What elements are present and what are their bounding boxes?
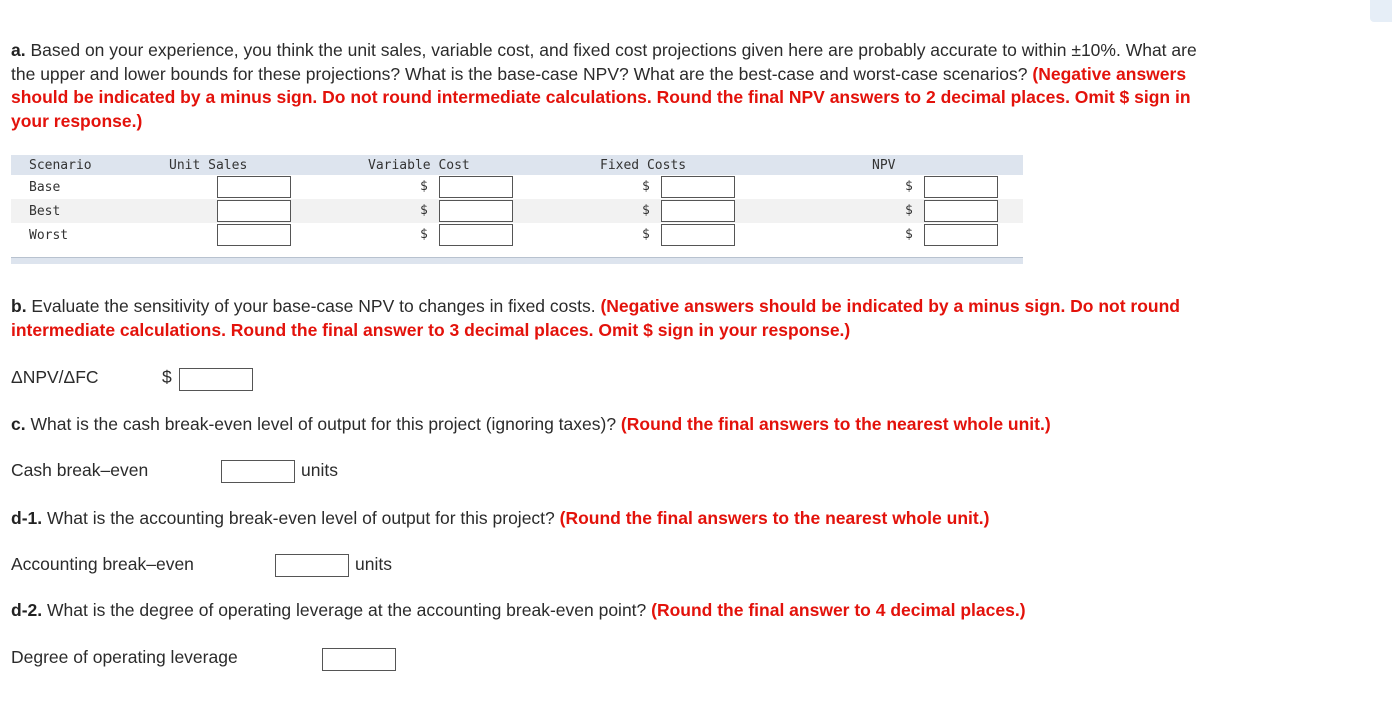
dollar-sign: $ — [642, 179, 650, 194]
scenario-name: Best — [29, 204, 61, 219]
question-b-instruction: (Negative answers should be indicated by a minus sign. Do not round intermediate calculations. Round the final answer to 3 decimal places. Omit $ sign in your response.) — [11, 296, 1180, 340]
delta-npv-label: ΔNPV/ΔFC — [11, 367, 99, 387]
header-scenario: Scenario — [29, 158, 92, 173]
question-a-text: Based on your experience, you think the unit sales, variable cost, and fixed cost projections given here are probably accurate to within ±10%. What are the upper and lower bounds for these projections? What is the base-case NPV? What are the best-case and worst-case scenarios? — [11, 40, 1197, 84]
fixed-costs-input-base[interactable] — [661, 176, 735, 198]
degree-operating-leverage-input[interactable] — [322, 648, 396, 671]
question-d1-text: What is the accounting break-even level of output for this project? — [42, 508, 560, 528]
header-unit-sales: Unit Sales — [169, 158, 248, 173]
question-b-label: b. — [11, 296, 27, 316]
variable-cost-input-base[interactable] — [439, 176, 513, 198]
question-d2-label: d-2. — [11, 600, 43, 620]
question-d1-instruction: (Round the final answers to the nearest whole unit.) — [559, 508, 990, 528]
question-d2-instruction: (Round the final answer to 4 decimal places.) — [651, 600, 1026, 620]
question-b — [11, 295, 1201, 342]
dollar-sign: $ — [905, 227, 913, 242]
question-c-label: c. — [11, 414, 26, 434]
scenario-name: Base — [29, 180, 61, 195]
units-label: units — [301, 460, 338, 480]
question-d1 — [11, 507, 1311, 531]
question-c — [11, 413, 1311, 437]
npv-input-best[interactable] — [924, 200, 998, 222]
header-fixed-costs: Fixed Costs — [600, 158, 687, 173]
delta-npv-input[interactable] — [179, 368, 253, 391]
dollar-sign: $ — [642, 203, 650, 218]
question-a-label: a. — [11, 40, 26, 60]
dollar-sign: $ — [162, 367, 172, 387]
question-a — [11, 39, 1201, 133]
question-d1-label: d-1. — [11, 508, 43, 528]
dollar-sign: $ — [420, 179, 428, 194]
npv-input-worst[interactable] — [924, 224, 998, 246]
fixed-costs-input-best[interactable] — [661, 200, 735, 222]
cash-break-even-input[interactable] — [221, 460, 295, 483]
unit-sales-input-base[interactable] — [217, 176, 291, 198]
dollar-sign: $ — [642, 227, 650, 242]
scenario-table — [11, 155, 1023, 265]
variable-cost-input-best[interactable] — [439, 200, 513, 222]
accounting-break-even-label: Accounting break–even — [11, 554, 194, 574]
units-label: units — [355, 554, 392, 574]
header-variable-cost: Variable Cost — [368, 158, 470, 173]
unit-sales-input-worst[interactable] — [217, 224, 291, 246]
table-header — [11, 155, 1023, 175]
dollar-sign: $ — [420, 227, 428, 242]
accounting-break-even-input[interactable] — [275, 554, 349, 577]
question-a-instruction: (Negative answers should be indicated by a minus sign. Do not round intermediate calculations. Round the final NPV answers to 2 decimal places. Omit $ sign in your response.) — [11, 63, 1191, 131]
question-d2 — [11, 599, 1311, 623]
unit-sales-input-best[interactable] — [217, 200, 291, 222]
fixed-costs-input-worst[interactable] — [661, 224, 735, 246]
cash-break-even-label: Cash break–even — [11, 460, 149, 480]
scenario-name: Worst — [29, 228, 69, 243]
dollar-sign: $ — [905, 179, 913, 194]
question-d2-text: What is the degree of operating leverage at the accounting break-even point? — [42, 600, 652, 620]
question-c-text: What is the cash break-even level of output for this project (ignoring taxes)? — [25, 414, 621, 434]
table-footer-bar — [11, 257, 1023, 264]
corner-tab[interactable] — [1370, 0, 1392, 22]
question-b-text: Evaluate the sensitivity of your base-case NPV to changes in fixed costs. — [26, 296, 601, 316]
degree-operating-leverage-label: Degree of operating leverage — [11, 647, 238, 667]
npv-input-base[interactable] — [924, 176, 998, 198]
table-row-worst — [11, 223, 1023, 247]
header-npv: NPV — [872, 158, 896, 173]
table-row-base — [11, 175, 1023, 199]
dollar-sign: $ — [420, 203, 428, 218]
dollar-sign: $ — [905, 203, 913, 218]
table-row-best — [11, 199, 1023, 223]
variable-cost-input-worst[interactable] — [439, 224, 513, 246]
question-c-instruction: (Round the final answers to the nearest whole unit.) — [620, 414, 1051, 434]
